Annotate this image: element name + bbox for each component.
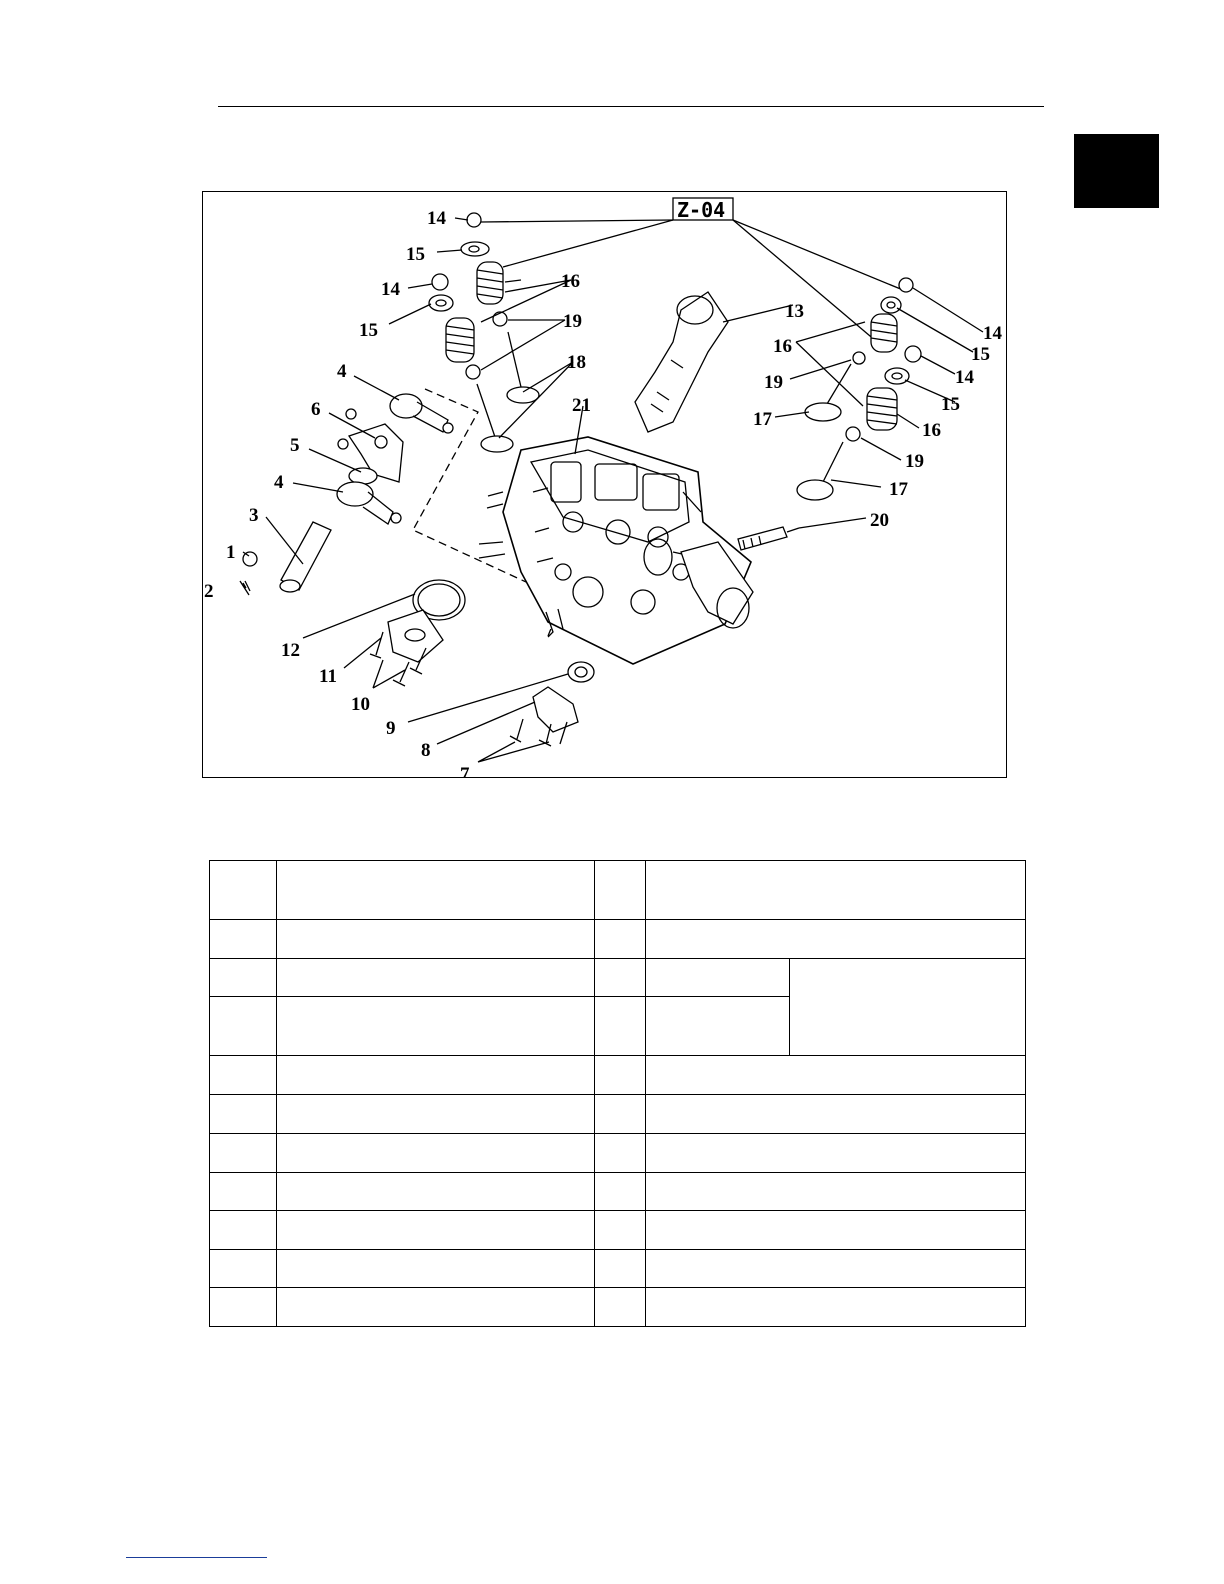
callout-17-upper: 17 xyxy=(753,409,772,430)
table-cell xyxy=(210,1210,277,1249)
table-row xyxy=(210,861,1026,920)
table-cell xyxy=(277,1056,595,1095)
table-cell xyxy=(646,1210,1026,1249)
table-row xyxy=(210,920,1026,959)
callout-15-top-right: 15 xyxy=(971,344,990,365)
table-cell xyxy=(277,861,595,920)
callout-19-right-top: 19 xyxy=(764,372,783,393)
table-cell xyxy=(210,1172,277,1210)
valve-spring-right-1 xyxy=(871,314,897,352)
footer-rule xyxy=(126,1557,267,1558)
callout-11: 11 xyxy=(319,666,337,687)
table-cell xyxy=(595,1172,646,1210)
table-cell xyxy=(210,1287,277,1326)
table-cell xyxy=(595,1095,646,1133)
rocker-arm-lower xyxy=(337,482,401,524)
callout-2: 2 xyxy=(204,581,214,602)
callout-14-left: 14 xyxy=(381,279,400,300)
callout-1: 1 xyxy=(226,542,236,563)
table-cell xyxy=(595,1133,646,1172)
callout-14-right: 14 xyxy=(955,367,974,388)
callout-19-right: 19 xyxy=(905,451,924,472)
camshaft xyxy=(635,292,728,432)
table-cell xyxy=(646,861,1026,920)
table-cell xyxy=(646,1133,1026,1172)
callout-6: 6 xyxy=(311,399,321,420)
table-cell xyxy=(595,1056,646,1095)
callout-13: 13 xyxy=(785,301,804,322)
callout-21: 21 xyxy=(572,395,591,416)
cylinder-head-exploded-diagram xyxy=(203,192,1007,778)
table-cell xyxy=(277,959,595,997)
table-cell xyxy=(595,959,646,997)
table-cell xyxy=(210,861,277,920)
table-row xyxy=(210,1133,1026,1172)
table-cell xyxy=(210,1249,277,1287)
valve-spring-right-2 xyxy=(867,388,897,430)
table-cell xyxy=(646,1172,1026,1210)
callout-4-upper: 4 xyxy=(337,361,347,382)
callout-4-lower: 4 xyxy=(274,472,284,493)
chapter-tab-marker xyxy=(1074,134,1159,208)
rocker-arm-upper xyxy=(390,394,453,433)
callout-16-right-top: 16 xyxy=(773,336,792,357)
callout-14-top-left: 14 xyxy=(427,208,446,229)
table-cell xyxy=(595,920,646,959)
table-cell xyxy=(646,997,790,1056)
table-cell xyxy=(646,1287,1026,1326)
header-rule xyxy=(218,106,1044,107)
valve-spring-left-2 xyxy=(446,318,474,362)
table-cell-merged xyxy=(790,959,1026,1056)
reference-label: Z-04 xyxy=(677,198,726,222)
table-cell xyxy=(646,959,790,997)
table-row xyxy=(210,959,1026,997)
table-cell xyxy=(595,1287,646,1326)
table-cell xyxy=(595,997,646,1056)
callout-12: 12 xyxy=(281,640,300,661)
table-cell xyxy=(210,997,277,1056)
table-cell xyxy=(277,1249,595,1287)
valve-spring-left-1 xyxy=(477,262,503,304)
table-cell xyxy=(210,1095,277,1133)
callout-9: 9 xyxy=(386,718,396,739)
table-cell xyxy=(277,1172,595,1210)
callout-16-left: 16 xyxy=(561,271,580,292)
table-cell xyxy=(277,1095,595,1133)
table-cell xyxy=(646,1056,1026,1095)
callout-3: 3 xyxy=(249,505,259,526)
table-cell xyxy=(646,1095,1026,1133)
spark-plug xyxy=(738,527,799,550)
callout-15-right: 15 xyxy=(941,394,960,415)
callout-19-left: 19 xyxy=(563,311,582,332)
table-cell xyxy=(210,1133,277,1172)
table-row xyxy=(210,1095,1026,1133)
table-row xyxy=(210,1210,1026,1249)
table-row xyxy=(210,1056,1026,1095)
table-cell xyxy=(210,920,277,959)
callout-16-right: 16 xyxy=(922,420,941,441)
table-cell xyxy=(277,997,595,1056)
table-cell xyxy=(595,1249,646,1287)
table-row xyxy=(210,1287,1026,1326)
table-cell xyxy=(646,1249,1026,1287)
callout-5: 5 xyxy=(290,435,300,456)
callout-17-lower: 17 xyxy=(889,479,908,500)
callout-8: 8 xyxy=(421,740,431,761)
callout-7: 7 xyxy=(460,764,470,779)
callout-14-top-right: 14 xyxy=(983,323,1002,344)
table-cell xyxy=(595,1210,646,1249)
table-row xyxy=(210,1249,1026,1287)
table-cell xyxy=(277,920,595,959)
table-cell xyxy=(595,861,646,920)
callout-15-left: 15 xyxy=(359,320,378,341)
exploded-view-figure xyxy=(202,191,1007,778)
callout-10: 10 xyxy=(351,694,370,715)
parts-list-table xyxy=(209,860,1026,1327)
table-cell xyxy=(646,920,1026,959)
table-cell xyxy=(277,1210,595,1249)
table-cell xyxy=(210,959,277,997)
table-row xyxy=(210,1172,1026,1210)
table-cell xyxy=(210,1056,277,1095)
table-cell xyxy=(277,1287,595,1326)
callout-20: 20 xyxy=(870,510,889,531)
callout-15-top-left: 15 xyxy=(406,244,425,265)
callout-18: 18 xyxy=(567,352,586,373)
table-cell xyxy=(277,1133,595,1172)
